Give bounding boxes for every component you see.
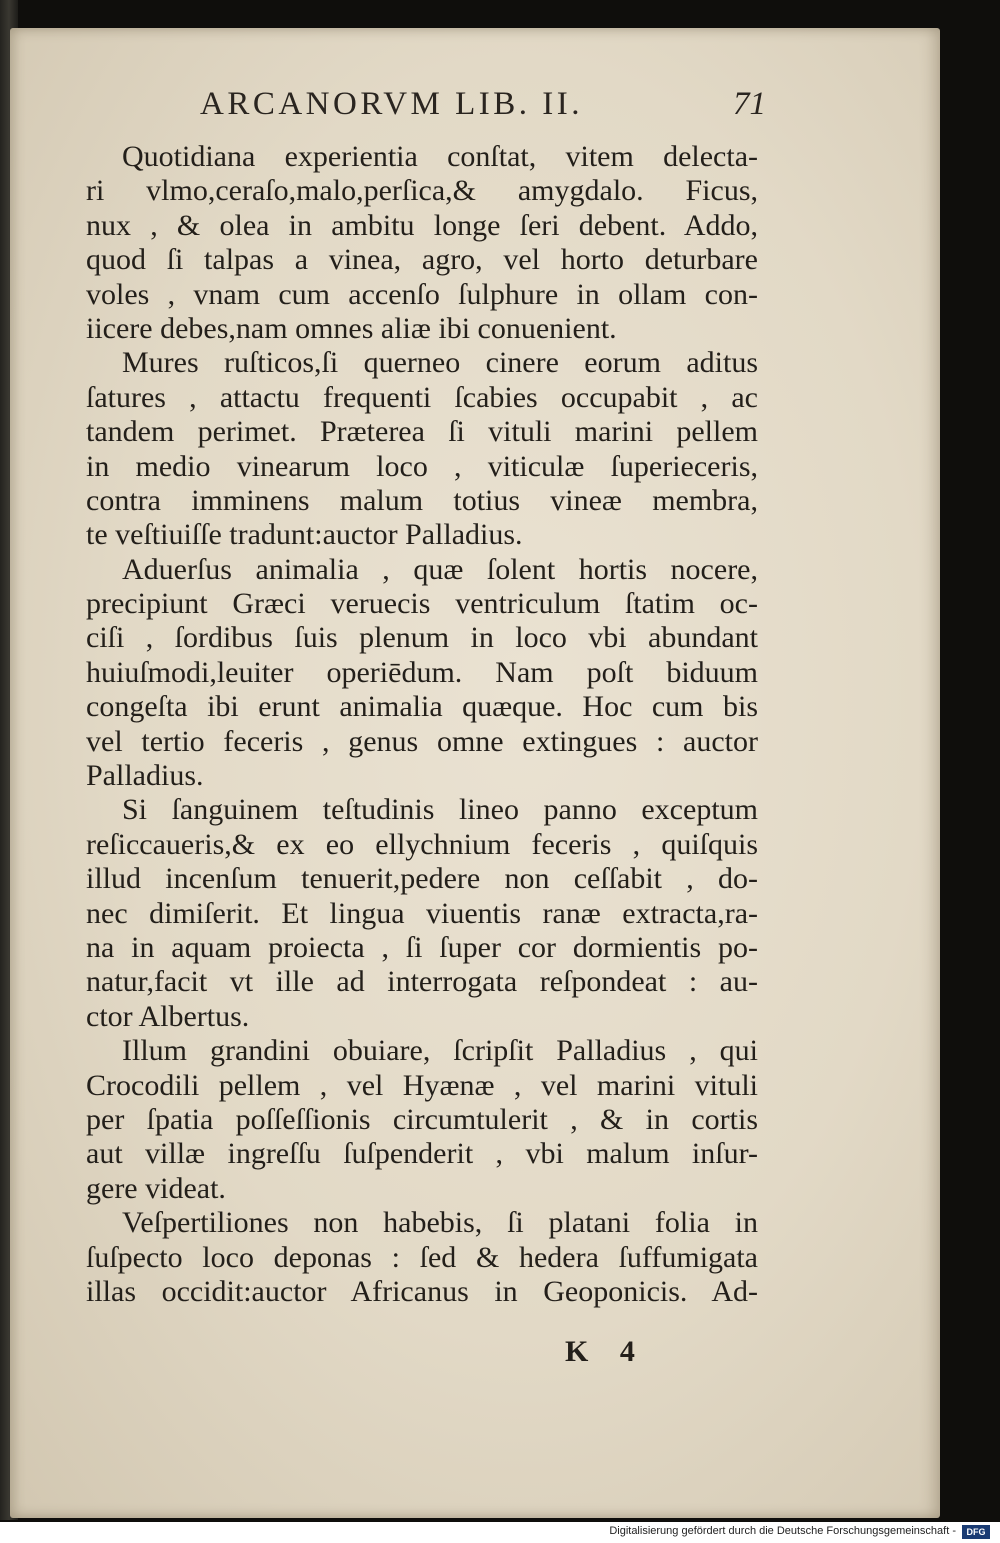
text-line: ciſi , ſordibus ſuis plenum in loco vbi abundant	[86, 621, 758, 655]
footer-bar	[0, 1522, 1000, 1543]
text-line: ri vlmo,ceraſo,malo,perſica,& amygdalo. Ficus,	[86, 174, 758, 208]
text-line: Veſpertiliones non habebis, ſi platani folia in	[122, 1206, 758, 1240]
text-line: gere videat.	[86, 1171, 226, 1205]
running-title: ARCANORVM LIB. II.	[200, 86, 584, 122]
text-line: per ſpatia poſſeſſionis circumtulerit , & in cortis	[86, 1102, 758, 1136]
text-line: na in aquam proiecta , ſi ſuper cor dormientis po-	[86, 930, 758, 964]
text-line: te veſtiuiſſe tradunt:auctor Palladius.	[86, 518, 523, 552]
text-line: tandem perimet. Præterea ſi vituli marini pellem	[86, 415, 758, 449]
page-number: 71	[733, 86, 766, 122]
text-line: Illum grandini obuiare, ſcripſit Palladius , qui	[122, 1034, 758, 1068]
body-text	[86, 140, 758, 1309]
text-line: illud incenſum tenuerit,pedere non ceſſabit , do-	[86, 862, 758, 896]
text-line: Crocodili pellem , vel Hyænæ , vel marini vituli	[86, 1068, 758, 1102]
text-line: nux , & olea in ambitu longe ſeri debent. Addo,	[86, 208, 758, 242]
dfg-logo: DFG	[962, 1525, 990, 1539]
text-line: congeſta ibi erunt animalia quæque. Hoc cum bis	[86, 690, 758, 724]
text-line: reſiccaueris,& ex eo ellychnium feceris , quiſquis	[86, 827, 758, 861]
text-line: quod ſi talpas a vinea, agro, vel horto deturbare	[86, 243, 758, 277]
text-line: voles , vnam cum accenſo ſulphure in ollam con-	[86, 277, 758, 311]
funding-credit: Digitalisierung gefördert durch die Deutsche Forschungsgemeinschaft -	[609, 1525, 956, 1537]
text-line: nec dimiſerit. Et lingua viuentis ranæ extracta,ra-	[86, 896, 758, 930]
text-line: Quotidiana experientia conſtat, vitem delecta-	[122, 140, 758, 173]
text-line: illas occidit:auctor Africanus in Geoponicis. Ad-	[86, 1274, 758, 1308]
text-line: aut villæ ingreſſu ſuſpenderit , vbi malum inſur-	[86, 1137, 758, 1171]
text-line: precipiunt Græci veruecis ventriculum ſtatim oc-	[86, 587, 758, 621]
running-head	[200, 86, 770, 126]
text-line: in medio vinearum loco , viticulæ ſuperieceris,	[86, 449, 758, 483]
text-line: vel tertio feceris , genus omne extingues : auctor	[86, 724, 758, 758]
text-line: natur,facit vt ille ad interrogata reſpondeat : au-	[86, 965, 758, 999]
text-line: Si ſanguinem teſtudinis lineo panno exceptum	[122, 793, 758, 827]
text-line: ctor Albertus.	[86, 999, 250, 1033]
text-line: huiuſmodi,leuiter operiēdum. Nam poſt biduum	[86, 655, 758, 689]
text-line: iicere debes,nam omnes aliæ ibi conuenient.	[86, 311, 617, 345]
text-line: Mures ruſticos,ſi querneo cinere eorum aditus	[122, 346, 758, 380]
signature-mark: K 4	[565, 1335, 647, 1368]
text-line: contra imminens malum totius vineæ membra,	[86, 483, 758, 517]
text-line: Palladius.	[86, 759, 204, 793]
text-line: ſatures , attactu frequenti ſcabies occupabit , ac	[86, 380, 758, 414]
text-line: ſuſpecto loco deponas : ſed & hedera ſuffumigata	[86, 1240, 758, 1274]
text-line: Aduerſus animalia , quæ ſolent hortis nocere,	[122, 552, 758, 586]
